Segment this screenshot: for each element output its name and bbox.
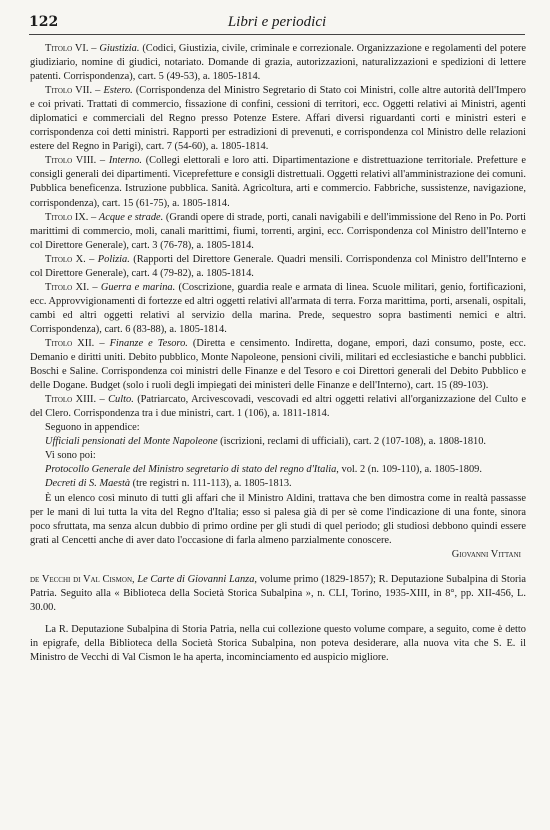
titolo-label: Titolo XIII. [45, 394, 97, 406]
titolo-entry: Titolo IX. – Acque e strade. (Grandi opere di strade, porti, canali navigabili e dell'immissione del Reno in Po. Porti marittimi di commercio, moli, canali marittimi, fiumi, torrenti, argini, ecc. Corrispondenza col Ministro dell'Interno e col Direttore Generale), cart. 3 (76-78), a. 1805-1814. [30, 211, 526, 251]
titolo-label: Titolo VI. [45, 43, 89, 54]
appendix-intro: Vi sono poi: [45, 450, 96, 462]
review-entry [30, 573, 526, 665]
running-title: Libri e periodici [227, 14, 327, 30]
titolo-entry: Titolo VI. – Giustizia. (Codici, Giustizia, civile, criminale e correzionale. Organizzazione e regolamenti del potere giudiziario, nomine di giudici, notariato. Domande di grazia, autorizzazioni, naturalizzazioni e spedizioni di lettere patenti. Corrispondenza), cart. 5 (49-53), a. 1805-1814. [30, 43, 526, 83]
titolo-entry: Titolo XI. – Guerra e marina. (Coscrizione, guardia reale e armata di linea. Scuole militari, genio, fortificazioni, ecc. Approvvigionamenti di fortezze ed altri oggetti relativi all'armata di terra. Forza marittima, porti, arsenali, ospitali, cambi ed altri oggetti relativi al servizio della marina. Prede, sequestro sopra bastimenti nemici e altri. Corrispondenza), cart. 6 (83-88), a. 1805-1814. [30, 281, 527, 335]
appendix-item: Protocollo Generale del Ministro segretario di stato del regno d'Italia, vol. 2 (n. 109-110), a. 1805-1809. [45, 464, 482, 476]
page-header [29, 14, 525, 35]
titolo-subject: Guerra e marina. [100, 281, 176, 293]
titolo-label: Titolo VII. [45, 85, 93, 97]
appendix-intro: Seguono in appendice: [45, 422, 140, 434]
page-number: 122 [29, 14, 59, 30]
titolo-label: Titolo XII. [45, 337, 95, 349]
titolo-label: Titolo XI. [45, 281, 90, 293]
signature: Giovanni Vittani [451, 548, 521, 560]
titolo-subject: Culto. [108, 394, 134, 406]
titolo-entry: Titolo X. – Polizia. (Rapporti del Direttore Generale. Quadri mensili. Corrispondenza col Ministro dell'Interno e col Direttore Generale), cart. 4 (79-82), a. 1805-1814. [30, 253, 527, 279]
review-book-title: Le Carte di Giovanni Lanza [137, 573, 255, 585]
titolo-label: Titolo IX. [45, 211, 89, 223]
review-citation: de Vecchi di Val Cismon, Le Carte di Giovanni Lanza, volume primo (1829-1857); R. Deputazione Subalpina di Storia Patria. Seguito alla « Biblioteca della Società Storica Subalpina », n. CLI, Torino, 1935-XIII, in 8°, pp. XII-456, L. 30.00. [30, 573, 526, 613]
appendix-item: Decreti di S. Maestà (tre registri n. 111-113), a. 1805-1813. [45, 478, 292, 490]
titolo-subject: Interno. [108, 155, 142, 167]
review-paragraph: La R. Deputazione Subalpina di Storia Patria, nella cui collezione questo volume compare, a seguito, come è detto in epigrafe, della Biblioteca della Società Storica Subalpina, non poteva desiderare, alla nuova vita che S. E. il Ministro de Vecchi di Val Cismon le ha aperta, incominciamento ed auspicio migliore. [30, 623, 526, 663]
titolo-subject: Estero. [103, 85, 133, 97]
page-body [30, 42, 526, 665]
closing-paragraph: È un elenco così minuto di tutti gli affari che il Ministro Aldini, trattava che ben dimostra come in realtà passasse per le mani di lui tutta la vita del Regno d'Italia; esso si palesa già di per sè come l'indicazione di una fonte, sinora poco sfruttata, ma senza alcun dubbio di primo ordine per gli studi di quel periodo; gli studiosi debbono quindi essere grati al Cencetti anche di aver dato l'occasione di farla almeno parzialmente conoscere. [30, 492, 526, 546]
titolo-subject: Acque e strade. [98, 211, 164, 223]
titolo-entry: Titolo VII. – Estero. (Corrispondenza del Ministro Segretario di Stato coi Ministri, colle altre autorità dell'Impero e coi privati. Trattati di commercio, fissazione di confini, cessioni di territori, ecc. Oggetti relativi ai Ministri, agenti diplomatici e commerciali del Regno presso Potenze Estere. Affari diversi riguardanti corti e ministri esteri e corrispondenza coi detti ministri. Rapporti per estradizioni di prevenuti, e corrispondenza col Ministro delle relazioni estere del Regno in Parigi), cart. 7 (54-60), a. 1805-1814. [30, 85, 527, 153]
titolo-entry: Titolo XIII. – Culto. (Patriarcato, Arcivescovadi, vescovadi ed altri oggetti relativi all'organizzazione del Culto e del Clero. Corrispondenza tra i due ministri, cart. 1 (106), a. 1811-1814. [30, 394, 526, 420]
titolo-entry: Titolo XII. – Finanze e Tesoro. (Diretta e censimento. Indiretta, dogane, empori, dazi consumo, poste, ecc. Demanio e diritti uniti. Debito pubblico, Monte Napoleone, pensioni civili, militari ed ecclesiastiche e banchi pubblici. Boschi e Saline. Corrispondenza coi ministri delle Finanze e del Tesoro e coi Direttori generali del Debito Pubblico e delle Dogane. Budget (solo i ruoli degli impiegati dei ministeri delle Finanze e dell'Interno), cart. 15 (89-103). [30, 337, 526, 392]
titolo-label: Titolo X. [45, 253, 86, 265]
appendix-item: Ufficiali pensionati del Monte Napoleone (iscrizioni, reclami di ufficiali), cart. 2 (107-108), a. 1808-1810. [45, 436, 487, 448]
titolo-subject: Giustizia. [99, 43, 140, 54]
titolo-subject: Finanze e Tesoro. [109, 337, 188, 349]
archive-inventory [30, 42, 526, 421]
titolo-label: Titolo VIII. [45, 155, 97, 167]
review-author: de Vecchi di Val Cismon [30, 573, 133, 585]
titolo-subject: Polizia. [97, 253, 130, 265]
titolo-entry: Titolo VIII. – Interno. (Collegi elettorali e loro atti. Dipartimentazione e distrettuazione territoriale. Prefetture e consigli generali dei dipartimenti. Viceprefetture e consigli distrettuali. Oggetti relativi all'amministrazione dei comuni. Pubblica beneficenza. Istruzione pubblica. Sanità. Agricoltura, arti e commercio. Fabbriche, sussistenze, navigazione, corrispondenza), cart. 15 (61-75), a. 1805-1814. [30, 155, 526, 209]
